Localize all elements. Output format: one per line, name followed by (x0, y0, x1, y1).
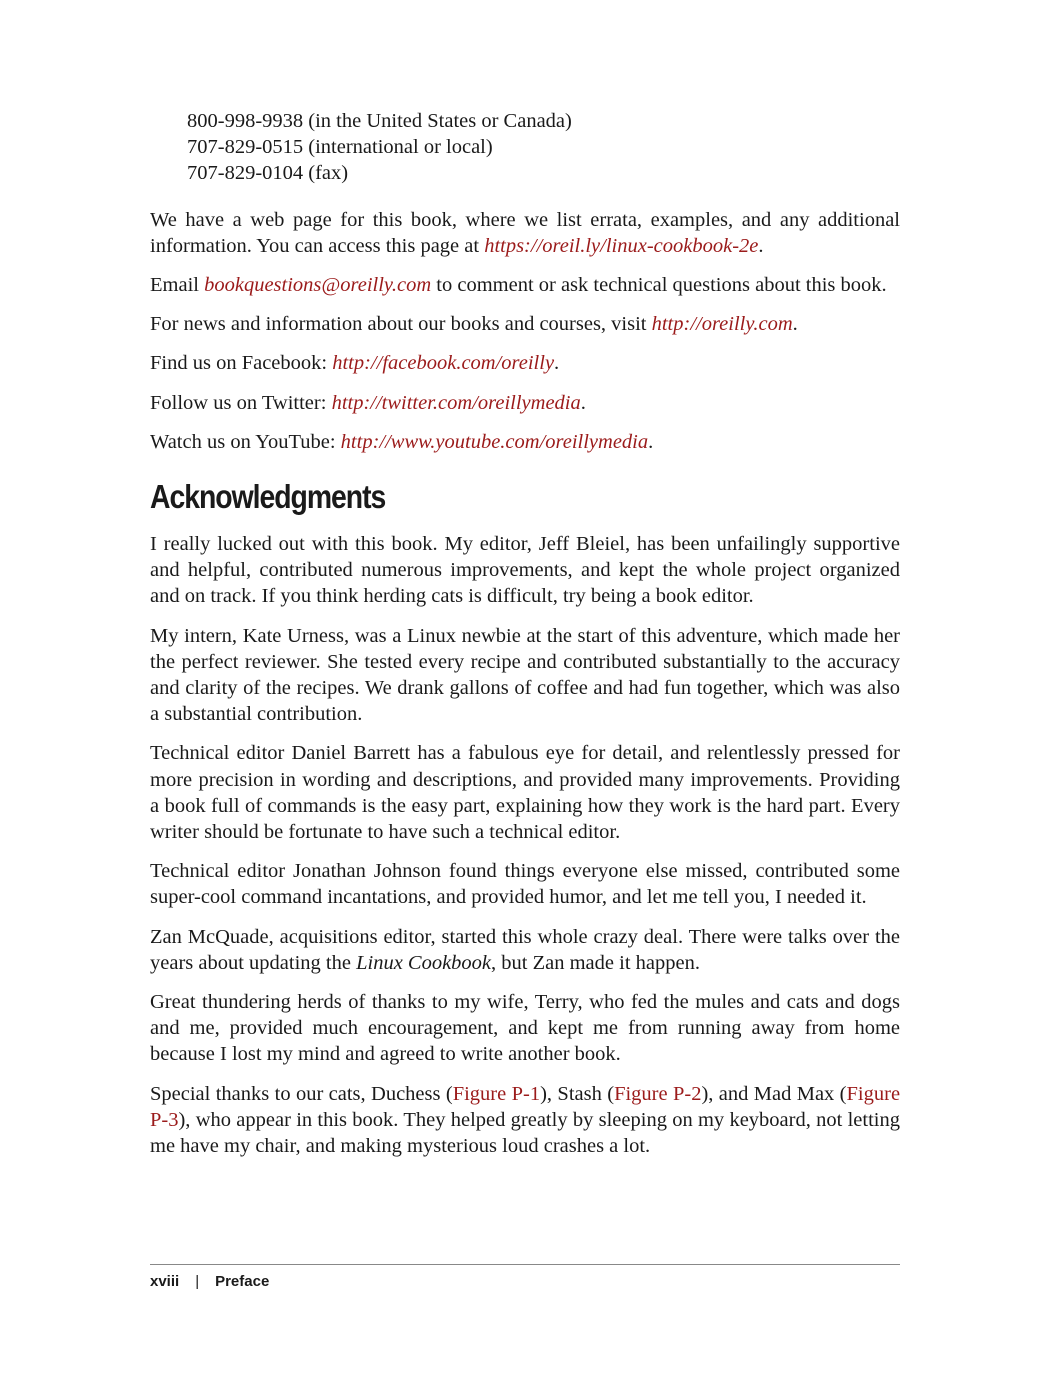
facebook-paragraph: Find us on Facebook: http://facebook.com/oreilly. (150, 352, 560, 375)
page-body (150, 108, 900, 1172)
ack-paragraph-wife: Great thundering herds of thanks to my wife, Terry, who fed the mules and cats and dogs and me, provided much encouragement, and kept me from running away from home because I lost my mind and agreed to write another book. (150, 991, 900, 1066)
ack-paragraph-mcquade: Zan McQuade, acquisitions editor, started this whole crazy deal. There were talks over the years about updating the Linux Cookbook, but Zan made it happen. (150, 925, 900, 974)
twitter-paragraph: Follow us on Twitter: http://twitter.com/oreillymedia. (150, 391, 586, 414)
youtube-paragraph: Watch us on YouTube: http://www.youtube.com/oreillymedia. (150, 430, 654, 453)
footer-separator: | (195, 1273, 200, 1290)
acknowledgments-heading: Acknowledgments (150, 478, 386, 516)
oreilly-site-link[interactable]: http://oreilly.com (651, 313, 793, 336)
twitter-link[interactable]: http://twitter.com/oreillymedia (331, 391, 581, 414)
phone-international: 707-829-0515 (international or local) (187, 136, 493, 159)
book-title: Linux Cookbook (356, 951, 492, 974)
figure-p3-link[interactable]: Figure P-3 (150, 1082, 901, 1131)
ack-paragraph-cats: Special thanks to our cats, Duchess (Figure P-1), Stash (Figure P-2), and Mad Max (Figure P-3), who appear in this book. They helped greatly by sleeping on my keyboard, not letting me have my chair, and making mysterious loud crashes a lot. (150, 1082, 901, 1158)
figure-p2-link[interactable]: Figure P-2 (614, 1082, 702, 1105)
figure-p1-link[interactable]: Figure P-1 (452, 1082, 541, 1105)
email-link[interactable]: bookquestions@oreilly.com (204, 274, 432, 297)
ack-paragraph-intern: My intern, Kate Urness, was a Linux newbie at the start of this adventure, which made her the perfect reviewer. She tested every recipe and contributed substantially to the accuracy and clarity of the recipes. We drank gallons of coffee and had fun together, which was also a substantial contribution. (150, 624, 900, 726)
ack-paragraph-editor: I really lucked out with this book. My editor, Jeff Bleiel, has been unfailingly supportive and helpful, contributed numerous improvements, and kept the whole project organized and on track. If you think herding cats is difficult, try being a book editor. (150, 533, 900, 608)
page-footer (150, 1264, 900, 1290)
facebook-link[interactable]: http://facebook.com/oreilly (332, 352, 555, 375)
email-paragraph: Email bookquestions@oreilly.com to comment or ask technical questions about this book. (150, 274, 887, 297)
contact-phone-list (187, 108, 900, 187)
book-web-page-link[interactable]: https://oreil.ly/linux-cookbook-2e (484, 234, 759, 257)
youtube-link[interactable]: http://www.youtube.com/oreillymedia (340, 430, 649, 453)
news-paragraph: For news and information about our books and courses, visit http://oreilly.com. (150, 313, 798, 336)
ack-paragraph-johnson: Technical editor Jonathan Johnson found things everyone else missed, contributed some super-cool command incantations, and provided humor, and let me tell you, I needed it. (150, 860, 900, 909)
phone-fax: 707-829-0104 (fax) (187, 162, 349, 185)
phone-us-canada: 800-998-9938 (in the United States or Canada) (187, 110, 572, 132)
web-page-paragraph: We have a web page for this book, where we list errata, examples, and any additional information. You can access this page at https://oreil.ly/linux-cookbook-2e. (150, 208, 900, 257)
ack-paragraph-barrett: Technical editor Daniel Barrett has a fabulous eye for detail, and relentlessly pressed for more precision in wording and descriptions, and provided many improvements. Providing a book full of commands is the easy part, explaining how they work is the hard part. Every writer should be fortunate to have such a technical editor. (150, 742, 900, 844)
section-name: Preface (215, 1273, 270, 1290)
page-number: xviii (150, 1273, 180, 1290)
